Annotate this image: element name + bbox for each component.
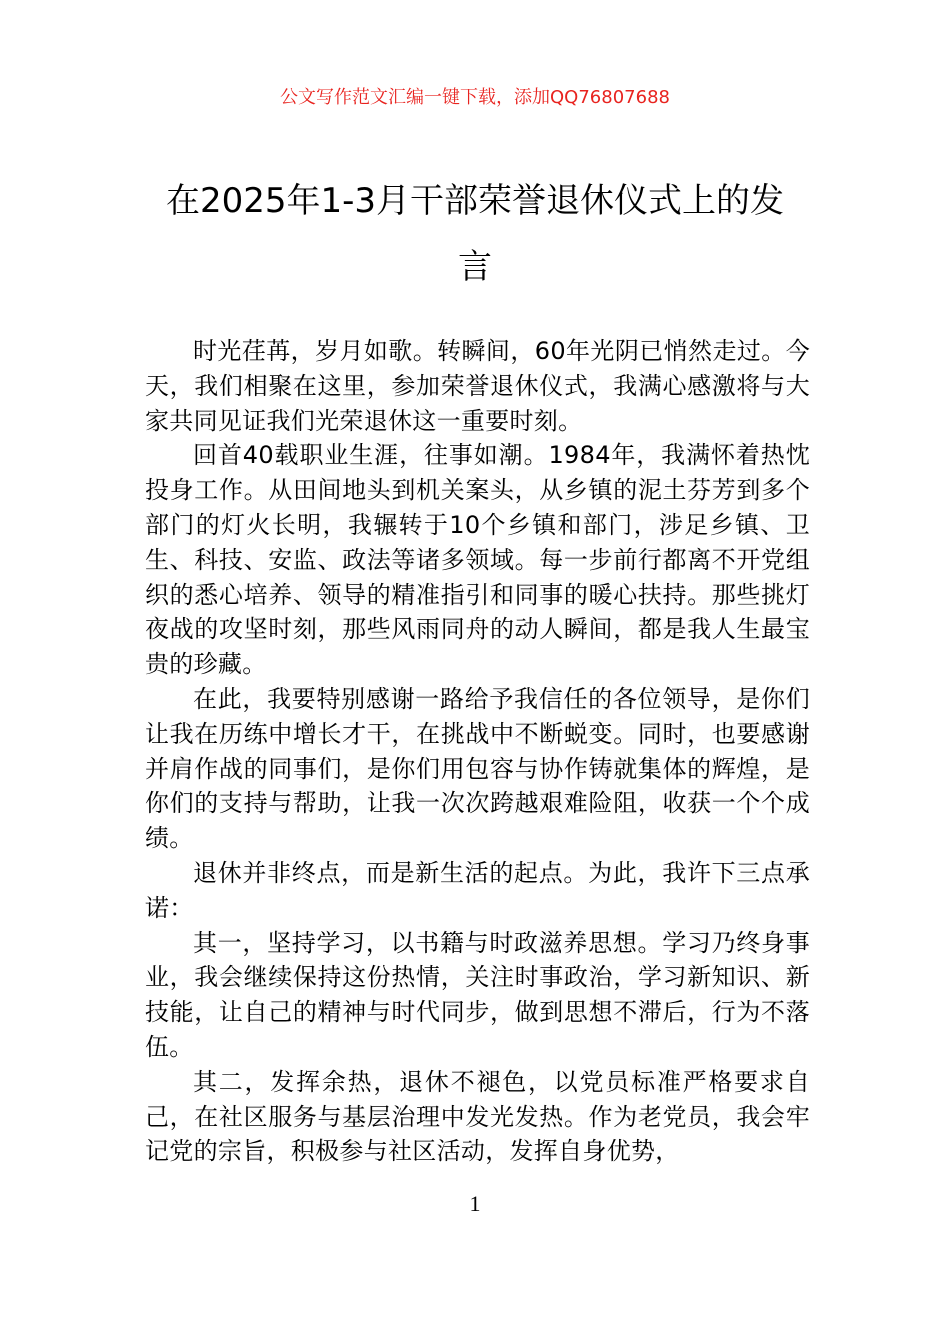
page-number: 1 [469, 1191, 481, 1216]
document-title: 在2025年1-3月干部荣誉退休仪式上的发言 [165, 181, 785, 287]
paragraph-1: 时光荏苒，岁月如歌。转瞬间，60年光阴已悄然走过。今天，我们相聚在这里，参加荣誉退休仪式，我满心感激将与大家共同见证我们光荣退休这一重要时刻。 [145, 337, 810, 435]
paragraph-6: 其二，发挥余热，退休不褪色，以党员标准严格要求自己，在社区服务与基层治理中发光发热。作为老党员，我会牢记党的宗旨，积极参与社区活动，发挥自身优势， [145, 1067, 810, 1166]
paragraph-2: 回首40载职业生涯，往事如潮。1984年，我满怀着热忱投身工作。从田间地头到机关案头，从乡镇的泥土芬芳到多个部门的灯火长明，我辗转于10个乡镇和部门，涉足乡镇、卫生、科技、安监、政法等诸多领域。每一步前行都离不开党组织的悉心培养、领导的精准指引和同事的暖心扶持。那些挑灯夜战的攻坚时刻，那些风雨同舟的动人瞬间，都是我人生最宝贵的珍藏。 [145, 441, 810, 679]
download-notice: 公文写作范文汇编一键下载，添加QQ76807688 [280, 87, 670, 108]
paragraph-3: 在此，我要特别感谢一路给予我信任的各位领导，是你们让我在历练中增长才干，在挑战中不断蜕变。同时，也要感谢并肩作战的同事们，是你们用包容与协作铸就集体的辉煌，是你们的支持与帮助，让我一次次跨越艰难险阻，收获一个个成绩。 [145, 684, 810, 853]
paragraph-5: 其一，坚持学习，以书籍与时政滋养思想。学习乃终身事业，我会继续保持这份热情，关注时事政治，学习新知识、新技能，让自己的精神与时代同步，做到思想不滞后，行为不落伍。 [145, 928, 810, 1061]
paragraph-4: 退休并非终点，而是新生活的起点。为此，我许下三点承诺： [145, 858, 810, 922]
document-body [145, 334, 810, 1169]
